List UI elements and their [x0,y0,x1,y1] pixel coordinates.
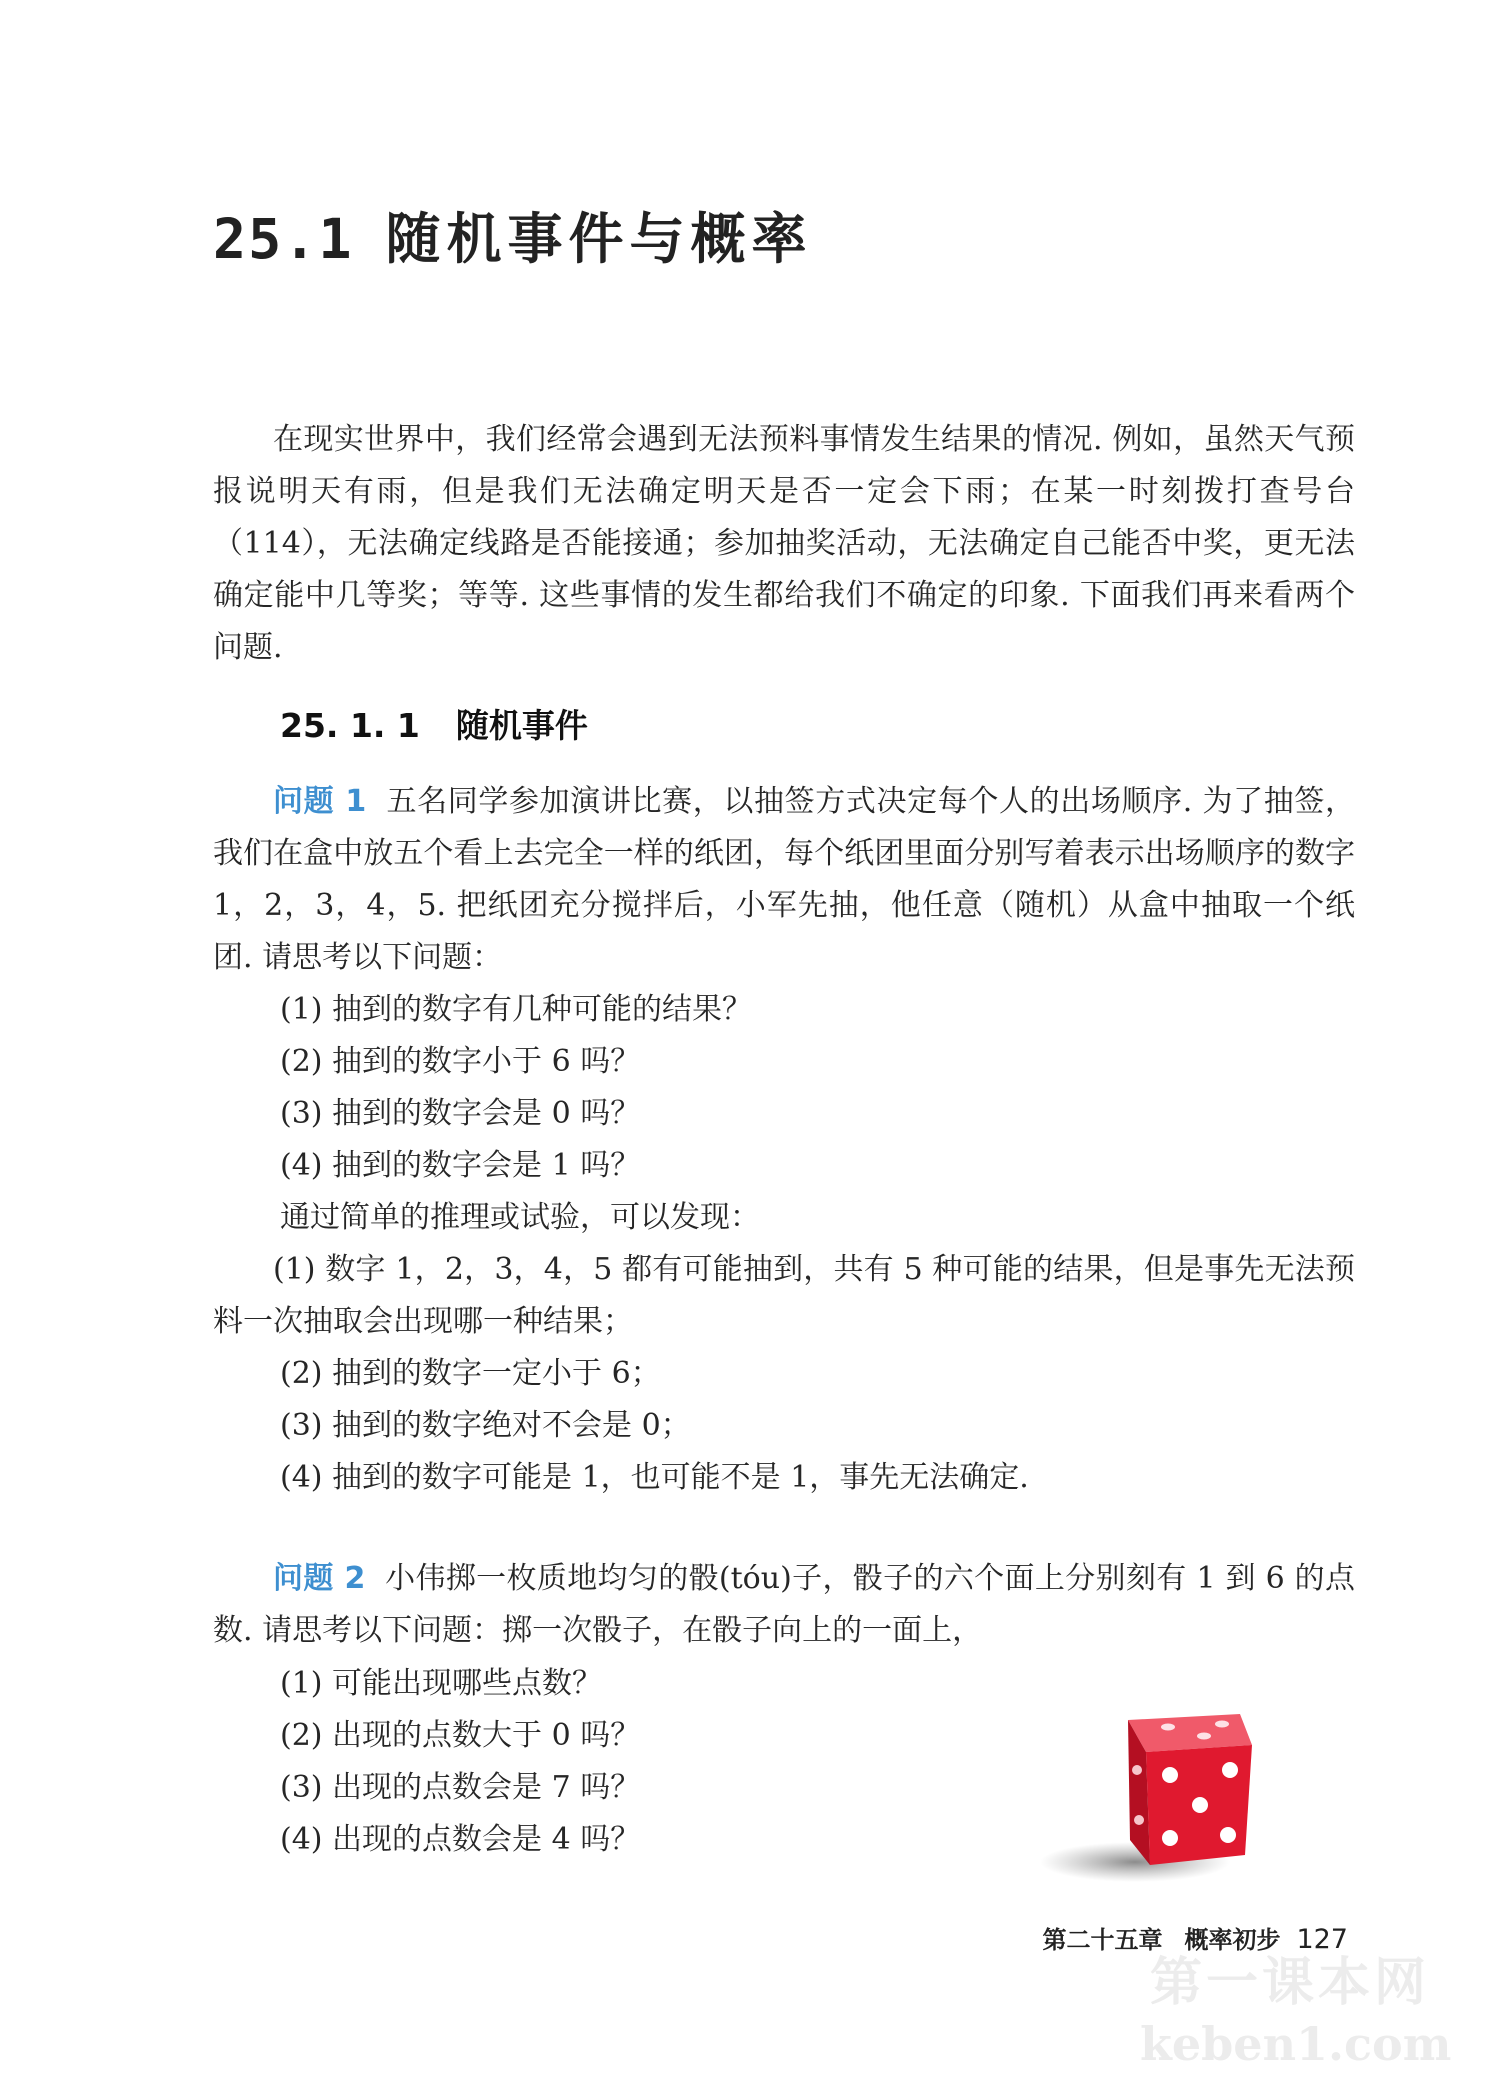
problem-1-answer: (2) 抽到的数字一定小于 6； [280,1356,661,1391]
dice-pip [1192,1797,1208,1813]
problem-2-question: (4) 出现的点数会是 4 吗？ [280,1822,641,1857]
problem-1-question: (4) 抽到的数字会是 1 吗？ [280,1148,641,1183]
dice-pip [1222,1762,1238,1778]
section-title-text: 随机事件 [455,706,588,745]
problem-1-lead: 通过简单的推理或试验，可以发现： [280,1200,760,1235]
problem-1-question: (2) 抽到的数字小于 6 吗？ [280,1044,641,1079]
problem-1-text: 五名同学参加演讲比赛，以抽签方式决定每个人的出场顺序. 为了抽签，我们在盒中放五个看上去完全一样的纸团，每个纸团里面分别写着表示出场顺序的数字 1，2，3，4，5. 把纸团充分搅拌后，小军先抽，他任意（随机）从盒中抽取一个纸团. 请思考以下问题： [213,784,1355,975]
section-number: 25. 1. 1 [280,706,420,745]
problem-2-label: 问题 2 [273,1561,366,1596]
problem-1-answer: (3) 抽到的数字绝对不会是 0； [280,1408,691,1443]
footer-chapter: 第二十五章 [1042,1926,1163,1954]
chapter-number: 25.1 [213,207,354,271]
dice-pip [1162,1767,1178,1783]
intro-paragraph: 在现实世界中，我们经常会遇到无法预料事情发生结果的情况. 例如，虽然天气预报说明天有雨，但是我们无法确定明天是否一定会下雨；在某一时刻拨打查号台（114），无法确定线路是否能接通；参加抽奖活动，无法确定自己能否中奖，更无法确定能中几等奖；等等. 这些事情的发生都给我们不确定的印象. 下面我们再来看两个问题. [213,422,1355,665]
problem-1-statement [213,776,1355,984]
dice-pip [1197,1733,1211,1740]
dice-pip [1132,1765,1142,1775]
watermark [1140,1940,1452,2071]
problem-2-question: (2) 出现的点数大于 0 吗？ [280,1718,641,1753]
problem-2-question: (1) 可能出现哪些点数？ [280,1666,603,1701]
chapter-title [213,195,812,274]
intro-section [213,414,1355,674]
dice-pip [1215,1721,1229,1728]
problem-2-question: (3) 出现的点数会是 7 吗？ [280,1770,641,1805]
dice-pip [1161,1724,1175,1731]
dice-illustration [1040,1690,1270,1890]
page-number: 127 [1296,1924,1348,1955]
dice-pip [1134,1815,1144,1825]
footer-subject: 概率初步 [1184,1926,1281,1954]
section-title [280,700,588,747]
problem-2-questions [213,1658,1013,1866]
chapter-title-text: 随机事件与概率 [385,206,813,271]
problem-2 [213,1553,1355,1657]
problem-2-text: 小伟掷一枚质地均匀的骰(tóu)子，骰子的六个面上分别刻有 1 到 6 的点数. 请思考以下问题：掷一次骰子，在骰子向上的一面上， [213,1561,1355,1648]
watermark-line-2: keben1.com [1140,2017,1452,2071]
problem-1-label: 问题 1 [273,784,367,819]
dice-pip [1162,1830,1178,1846]
problem-1 [213,776,1355,1504]
problem-2-statement [213,1553,1355,1657]
problem-1-question: (3) 抽到的数字会是 0 吗？ [280,1096,641,1131]
problem-1-answer: (1) 数字 1，2，3，4，5 都有可能抽到，共有 5 种可能的结果，但是事先无法预料一次抽取会出现哪一种结果； [213,1252,1355,1339]
problem-1-question: (1) 抽到的数字有几种可能的结果？ [280,992,753,1027]
problem-1-answer: (4) 抽到的数字可能是 1，也可能不是 1，事先无法确定. [280,1460,1029,1495]
watermark-line-1: 第一课本网 [1149,1953,1430,2013]
dice-pip [1220,1827,1236,1843]
